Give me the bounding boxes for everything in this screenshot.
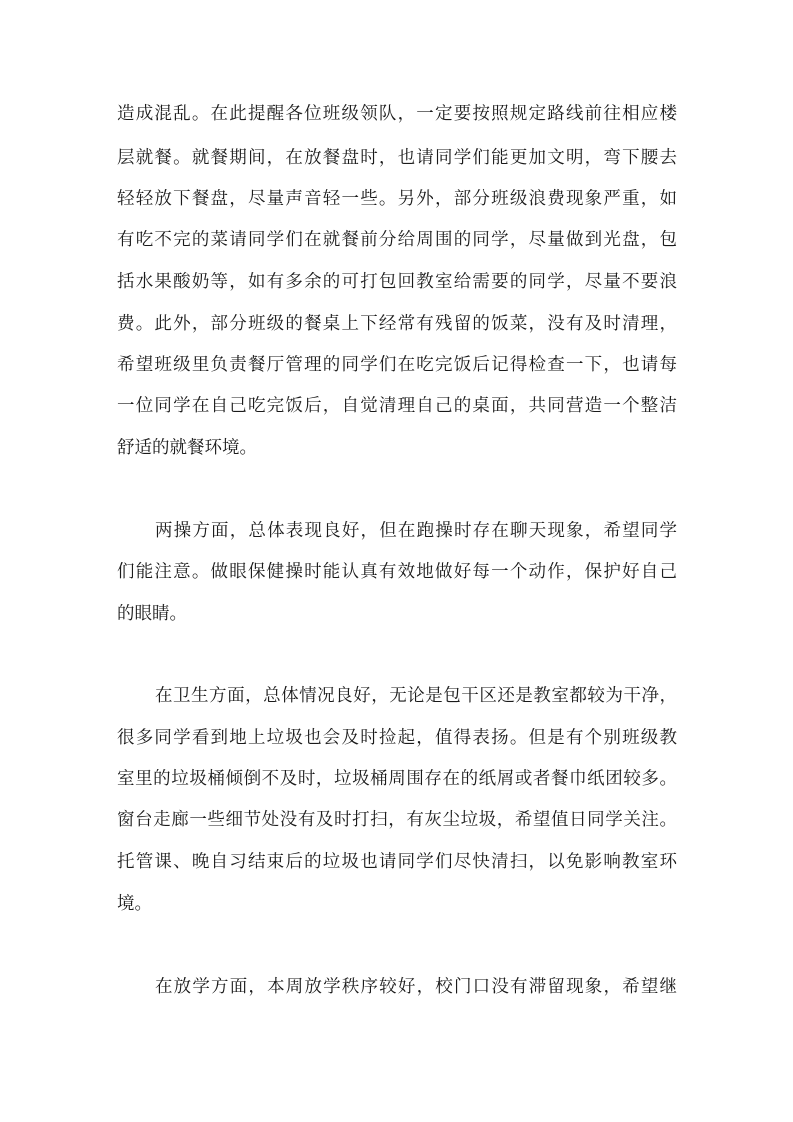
paragraph-1-line-1: 造成混乱。在此提醒各位班级领队，一定要按照规定路线前往相应楼 (117, 104, 677, 124)
paragraph-3-line-5: 托管课、晚自习结束后的垃圾也请同学们尽快清扫，以免影响教室环 (117, 852, 677, 872)
paragraph-1-line-4: 有吃不完的菜请同学们在就餐前分给周围的同学，尽量做到光盘，包 (117, 230, 677, 250)
paragraph-1-line-3: 轻轻放下餐盘，尽量声音轻一些。另外，部分班级浪费现象严重，如 (117, 189, 677, 209)
paragraph-1-line-8: 一位同学在自己吃完饭后，自觉清理自己的桌面，共同营造一个整洁 (117, 396, 677, 416)
paragraph-1-line-7: 希望班级里负责餐厅管理的同学们在吃完饭后记得检查一下，也请每 (117, 355, 677, 375)
paragraph-3-line-6: 境。 (117, 894, 152, 914)
paragraph-3-line-2: 很多同学看到地上垃圾也会及时捡起，值得表扬。但是有个别班级教 (117, 728, 677, 748)
paragraph-3-line-4: 窗台走廊一些细节处没有及时打扫，有灰尘垃圾，希望值日同学关注。 (117, 810, 677, 830)
paragraph-2-line-3: 的眼睛。 (117, 604, 187, 624)
paragraph-1-line-9: 舒适的就餐环境。 (117, 438, 257, 458)
paragraph-1-line-2: 层就餐。就餐期间，在放餐盘时，也请同学们能更加文明，弯下腰去 (117, 148, 677, 168)
paragraph-2-line-2: 们能注意。做眼保健操时能认真有效地做好每一个动作，保护好自己 (117, 562, 677, 582)
paragraph-1-line-6: 费。此外，部分班级的餐桌上下经常有残留的饭菜，没有及时清理， (117, 314, 677, 334)
paragraph-3-line-3: 室里的垃圾桶倾倒不及时，垃圾桶周围存在的纸屑或者餐巾纸团较多。 (117, 769, 677, 789)
paragraph-1-line-5: 括水果酸奶等，如有多余的可打包回教室给需要的同学，尽量不要浪 (117, 272, 677, 292)
paragraph-2-line-1: 两操方面，总体表现良好，但在跑操时存在聊天现象，希望同学 (155, 521, 677, 541)
paragraph-3-line-1: 在卫生方面，总体情况良好，无论是包干区还是教室都较为干净， (155, 686, 677, 706)
paragraph-4-line-1: 在放学方面，本周放学秩序较好，校门口没有滞留现象，希望继 (155, 977, 677, 997)
